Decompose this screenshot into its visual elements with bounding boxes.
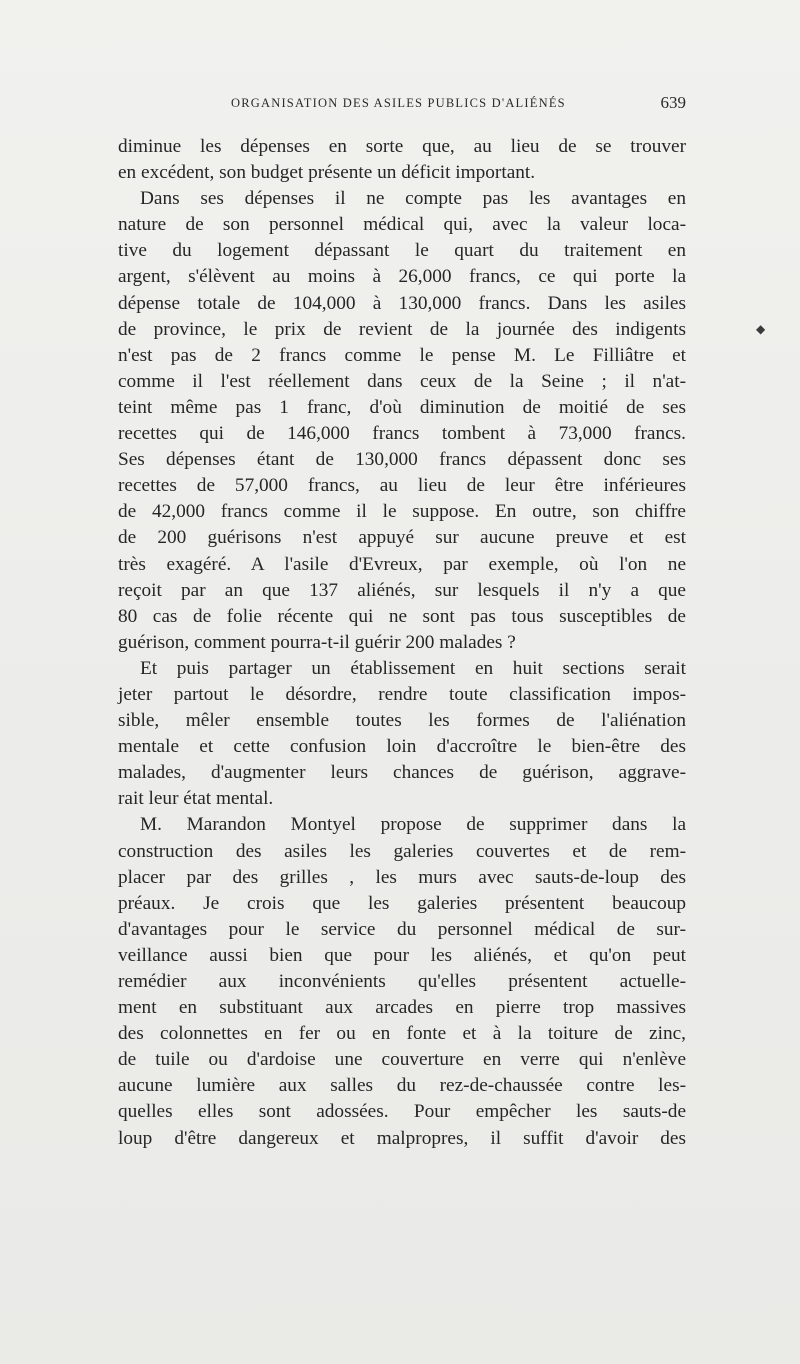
page-number: 639	[660, 93, 686, 112]
text-line: comme il l'est réellement dans ceux de la Seine ; il n'at-	[118, 370, 686, 392]
text-line: sible, mêler ensemble toutes les formes de l'aliénation	[118, 710, 686, 732]
text-line: tive du logement dépassant le quart du traitement en	[118, 240, 686, 262]
text-line: quelles elles sont adossées. Pour empêcher les sauts-de	[118, 1101, 686, 1123]
text-line: des colonnettes en fer ou en fonte et à la toiture de zinc,	[118, 1023, 686, 1045]
text-line: construction des asiles les galeries couvertes et de rem-	[118, 840, 686, 862]
text-line: ment en substituant aux arcades en pierre trop massives	[118, 997, 686, 1019]
text-line: Ses dépenses étant de 130,000 francs dépassent donc ses	[118, 449, 686, 471]
text-line: mentale et cette confusion loin d'accroître le bien-être des	[118, 736, 686, 758]
text-line: Et puis partager un établissement en huit sections serait	[140, 657, 686, 679]
text-line: de tuile ou d'ardoise une couverture en verre qui n'enlève	[118, 1049, 686, 1071]
body-text	[118, 134, 686, 1152]
text-line: recettes de 57,000 francs, au lieu de leur être inférieures	[118, 475, 686, 497]
text-line: teint même pas 1 franc, d'où diminution de moitié de ses	[118, 396, 686, 418]
text-line: rait leur état mental.	[118, 788, 274, 810]
text-line: veillance aussi bien que pour les aliénés, et qu'on peut	[118, 944, 686, 966]
running-head: ORGANISATION DES ASILES PUBLICS D'ALIÉNÉS	[231, 96, 566, 110]
margin-mark: ◆	[756, 322, 766, 336]
text-line: recettes qui de 146,000 francs tombent à 73,000 francs.	[118, 423, 686, 445]
text-line: malades, d'augmenter leurs chances de guérison, aggrave-	[118, 762, 686, 784]
text-line: reçoit par an que 137 aliénés, sur lesquels il n'y a que	[118, 579, 686, 601]
text-line: nature de son personnel médical qui, avec la valeur loca-	[118, 214, 686, 236]
text-line: jeter partout le désordre, rendre toute classification impos-	[118, 683, 686, 705]
text-line: très exagéré. A l'asile d'Evreux, par exemple, où l'on ne	[118, 553, 686, 575]
text-line: M. Marandon Montyel propose de supprimer dans la	[140, 814, 686, 836]
text-line: diminue les dépenses en sorte que, au lieu de se trouver	[118, 136, 686, 157]
text-line: 80 cas de folie récente qui ne sont pas tous susceptibles de	[118, 605, 686, 627]
text-line: dépense totale de 104,000 à 130,000 francs. Dans les asiles	[118, 292, 686, 314]
text-line: remédier aux inconvénients qu'elles présentent actuelle-	[118, 971, 686, 992]
text-line: loup d'être dangereux et malpropres, il suffit d'avoir des	[118, 1127, 686, 1149]
text-line: Dans ses dépenses il ne compte pas les avantages en	[140, 188, 686, 210]
text-line: en excédent, son budget présente un déficit important.	[118, 162, 536, 184]
text-line: de 42,000 francs comme il le suppose. En outre, son chiffre	[118, 501, 686, 523]
text-line: n'est pas de 2 francs comme le pense M. Le Filliâtre et	[118, 344, 686, 366]
text-line: aucune lumière aux salles du rez-de-chaussée contre les-	[118, 1075, 686, 1097]
text-line: de 200 guérisons n'est appuyé sur aucune preuve et est	[118, 527, 686, 549]
text-line: guérison, comment pourra-t-il guérir 200 malades ?	[118, 631, 516, 653]
text-line: placer par des grilles , les murs avec sauts-de-loup des	[118, 866, 686, 888]
text-line: argent, s'élèvent au moins à 26,000 francs, ce qui porte la	[118, 266, 686, 288]
text-line: de province, le prix de revient de la journée des indigents	[118, 318, 686, 340]
page-header	[120, 93, 686, 117]
text-line: préaux. Je crois que les galeries présentent beaucoup	[118, 892, 686, 914]
text-line: d'avantages pour le service du personnel médical de sur-	[118, 918, 686, 940]
